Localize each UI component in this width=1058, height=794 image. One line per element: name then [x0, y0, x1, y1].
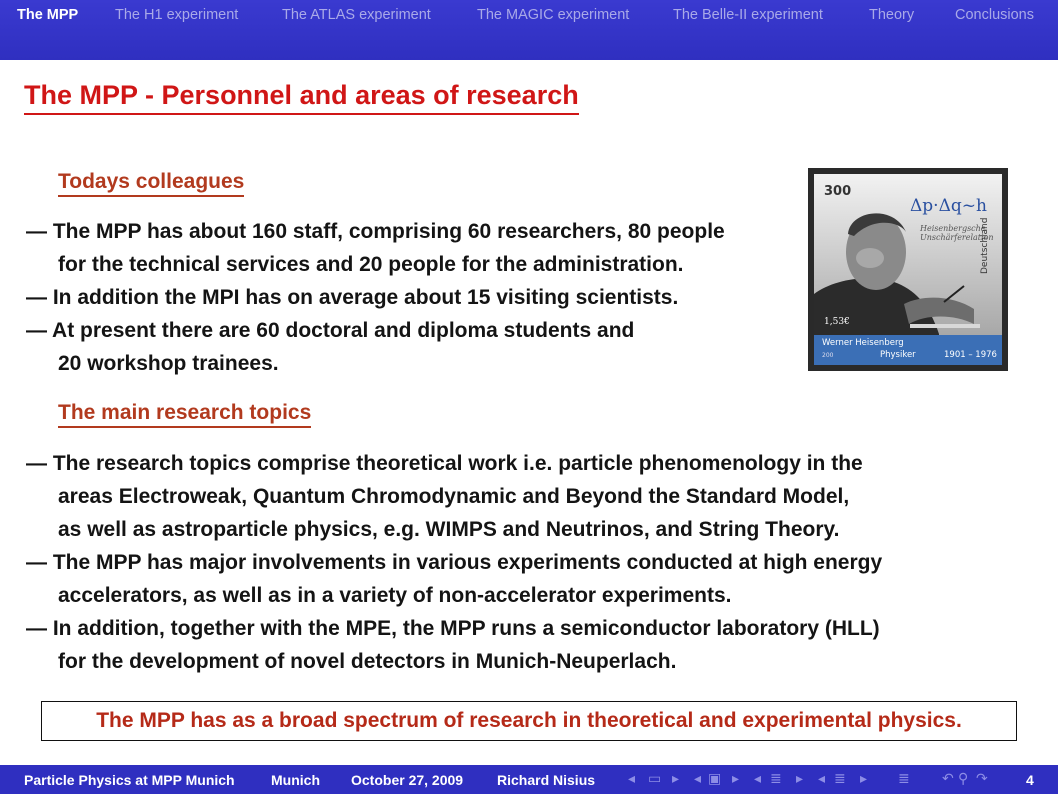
- page-number: 4: [1026, 772, 1034, 788]
- body-line: — In addition, together with the MPE, the MPP runs a semiconductor laboratory (HLL): [26, 617, 880, 640]
- slide-frame-icon[interactable]: ▭: [648, 770, 662, 786]
- body-line: areas Electroweak, Quantum Chromodynamic and Beyond the Standard Model,: [58, 485, 850, 508]
- stamp-script-line: Unschärferelation: [920, 233, 994, 242]
- body-line: for the development of novel detectors in Munich-Neuperlach.: [58, 650, 677, 673]
- nav-item-conclusions[interactable]: Conclusions: [955, 7, 1034, 23]
- next-subsection-icon[interactable]: ▸: [732, 770, 740, 786]
- section-heading-research-topics: The main research topics: [58, 401, 311, 428]
- nav-item-atlas[interactable]: The ATLAS experiment: [282, 7, 431, 23]
- stamp-value: 300: [824, 184, 852, 199]
- nav-item-h1[interactable]: The H1 experiment: [115, 7, 239, 23]
- footer-talk-title: Particle Physics at MPP Munich: [24, 772, 235, 788]
- stamp-formula: Δp·Δq~h: [910, 196, 987, 216]
- top-navigation-bar: [0, 0, 1058, 60]
- body-line: — In addition the MPI has on average about 15 visiting scientists.: [26, 286, 679, 309]
- stamp-country: Deutschland: [980, 217, 990, 274]
- stamp-year-small: 200: [822, 352, 834, 359]
- prev-part-icon[interactable]: ◂: [818, 770, 826, 786]
- stamp-years: 1901 – 1976: [944, 350, 997, 360]
- section-icon[interactable]: ≣: [770, 770, 782, 786]
- subsection-icon[interactable]: ▣: [708, 770, 722, 786]
- nav-item-magic[interactable]: The MAGIC experiment: [477, 7, 630, 23]
- conclusion-box: The MPP has as a broad spectrum of research in theoretical and experimental physics.: [41, 701, 1017, 741]
- nav-item-belle2[interactable]: The Belle-II experiment: [673, 7, 823, 23]
- stamp-script-line: Heisenbergsche: [920, 224, 986, 233]
- stamp-price: 1,53€: [824, 317, 850, 327]
- footer-author: Richard Nisius: [497, 772, 596, 788]
- section-heading-colleagues: Todays colleagues: [58, 170, 244, 197]
- body-line: — The MPP has about 160 staff, comprising 60 researchers, 80 people: [26, 220, 725, 243]
- page-title: The MPP - Personnel and areas of research: [24, 80, 579, 115]
- next-part-icon[interactable]: ▸: [860, 770, 868, 786]
- next-slide-icon[interactable]: ▸: [672, 770, 680, 786]
- stamp-role: Physiker: [880, 350, 916, 360]
- prev-slide-icon[interactable]: ◂: [628, 770, 636, 786]
- nav-item-theory[interactable]: Theory: [869, 7, 915, 23]
- body-line: 20 workshop trainees.: [58, 352, 279, 375]
- back-icon[interactable]: ↶: [942, 770, 954, 786]
- footer-date: October 27, 2009: [351, 772, 464, 788]
- stamp-name: Werner Heisenberg: [822, 338, 904, 348]
- next-section-icon[interactable]: ▸: [796, 770, 804, 786]
- footer-place: Munich: [271, 772, 320, 788]
- stamp-caption-band: [814, 335, 1002, 365]
- heisenberg-stamp-image: [808, 168, 1008, 371]
- nav-item-the-mpp[interactable]: The MPP: [17, 7, 79, 23]
- body-line: for the technical services and 20 people for the administration.: [58, 253, 684, 276]
- body-line: — The MPP has major involvements in various experiments conducted at high energy: [26, 551, 883, 574]
- prev-subsection-icon[interactable]: ◂: [694, 770, 702, 786]
- forward-icon[interactable]: ↷: [976, 770, 988, 786]
- footer-bar: [0, 765, 1058, 794]
- body-line: as well as astroparticle physics, e.g. WIMPS and Neutrinos, and String Theory.: [58, 518, 840, 541]
- body-line: — The research topics comprise theoretical work i.e. particle phenomenology in the: [26, 452, 863, 475]
- prev-section-icon[interactable]: ◂: [754, 770, 762, 786]
- part-icon[interactable]: ≣: [834, 770, 846, 786]
- search-icon[interactable]: ⚲: [958, 770, 969, 786]
- body-line: accelerators, as well as in a variety of non-accelerator experiments.: [58, 584, 732, 607]
- body-line: — At present there are 60 doctoral and diploma students and: [26, 319, 635, 342]
- toc-icon[interactable]: ≣: [898, 770, 910, 786]
